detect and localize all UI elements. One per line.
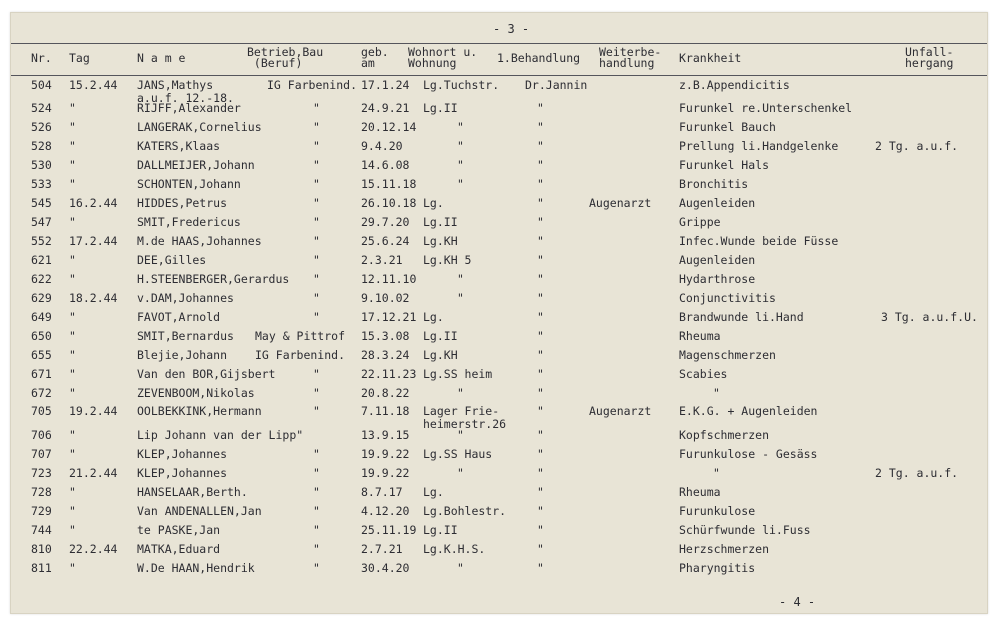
cell-tag: " bbox=[69, 310, 76, 324]
table-row bbox=[11, 273, 987, 291]
cell-nr: 655 bbox=[31, 348, 52, 362]
cell-betrieb: May & Pittrof bbox=[255, 329, 346, 343]
cell-geb: 2.3.21 bbox=[361, 253, 403, 267]
cell-name: HIDDES,Petrus bbox=[137, 196, 228, 210]
cell-betrieb: " bbox=[313, 310, 320, 324]
cell-krankheit: Furunkel re.Unterschenkel bbox=[679, 101, 853, 115]
table-row bbox=[11, 78, 987, 105]
cell-behandlung: " bbox=[537, 466, 544, 480]
page-number-bottom: - 4 - bbox=[779, 595, 816, 609]
cell-geb: 2.7.21 bbox=[361, 542, 403, 556]
cell-geb: 14.6.08 bbox=[361, 158, 410, 172]
cell-wohnort: Lg.II bbox=[423, 101, 458, 115]
cell-geb: 28.3.24 bbox=[361, 348, 410, 362]
cell-geb: 15.3.08 bbox=[361, 329, 410, 343]
cell-betrieb: " bbox=[313, 139, 320, 153]
cell-krankheit: Conjunctivitis bbox=[679, 291, 776, 305]
table-row bbox=[11, 543, 987, 561]
cell-krankheit: " bbox=[713, 466, 720, 480]
cell-name: H.STEENBERGER,Gerardus bbox=[137, 272, 290, 286]
cell-betrieb: " bbox=[313, 196, 320, 210]
cell-behandlung: " bbox=[537, 310, 544, 324]
cell-betrieb: " bbox=[313, 504, 320, 518]
cell-nr: 723 bbox=[31, 466, 52, 480]
cell-behandlung: " bbox=[537, 428, 544, 442]
cell-wohnort: Lg. bbox=[423, 310, 444, 324]
cell-krankheit: Magenschmerzen bbox=[679, 348, 776, 362]
cell-geb: 8.7.17 bbox=[361, 485, 403, 499]
cell-krankheit: Schürfwunde li.Fuss bbox=[679, 523, 811, 537]
cell-betrieb: " bbox=[313, 466, 320, 480]
table-row bbox=[11, 197, 987, 215]
cell-tag: " bbox=[69, 447, 76, 461]
cell-krankheit: Brandwunde li.Hand bbox=[679, 310, 804, 324]
cell-betrieb: " bbox=[313, 561, 320, 575]
cell-krankheit: Herzschmerzen bbox=[679, 542, 770, 556]
cell-geb: 19.9.22 bbox=[361, 466, 410, 480]
cell-name: W.De HAAN,Hendrik bbox=[137, 561, 255, 575]
cell-betrieb: " bbox=[313, 234, 320, 248]
cell-weiterbehandlung: Augenarzt bbox=[589, 404, 652, 418]
table-row bbox=[11, 235, 987, 253]
cell-tag: 17.2.44 bbox=[69, 234, 118, 248]
header-rule-bottom bbox=[11, 75, 987, 76]
cell-geb: 9.4.20 bbox=[361, 139, 403, 153]
cell-nr: 533 bbox=[31, 177, 52, 191]
cell-geb: 22.11.23 bbox=[361, 367, 417, 381]
cell-tag: " bbox=[69, 139, 76, 153]
table-row bbox=[11, 121, 987, 139]
cell-behandlung: " bbox=[537, 485, 544, 499]
header-betrieb: Betrieb,Bau (Beruf) bbox=[247, 45, 324, 70]
cell-nr: 810 bbox=[31, 542, 52, 556]
header-weiterbehandlung: Weiterbe- handlung bbox=[599, 45, 662, 70]
cell-betrieb: " bbox=[313, 386, 320, 400]
cell-nr: 621 bbox=[31, 253, 52, 267]
cell-behandlung: " bbox=[537, 177, 544, 191]
cell-betrieb: " bbox=[313, 523, 320, 537]
cell-betrieb: " bbox=[313, 272, 320, 286]
cell-tag: " bbox=[69, 504, 76, 518]
cell-betrieb: " bbox=[313, 215, 320, 229]
cell-krankheit: Kopfschmerzen bbox=[679, 428, 770, 442]
cell-wohnort: " bbox=[457, 272, 464, 286]
cell-behandlung: " bbox=[537, 348, 544, 362]
cell-geb: 17.12.21 bbox=[361, 310, 417, 324]
cell-betrieb: " bbox=[313, 404, 320, 418]
table-row bbox=[11, 349, 987, 367]
header-geb: geb. am bbox=[361, 45, 389, 70]
cell-nr: 707 bbox=[31, 447, 52, 461]
cell-wohnort: Lg.K.H.S. bbox=[423, 542, 486, 556]
cell-geb: 24.9.21 bbox=[361, 101, 410, 115]
table-row bbox=[11, 216, 987, 234]
cell-weiterbehandlung: Augenarzt bbox=[589, 196, 652, 210]
cell-nr: 552 bbox=[31, 234, 52, 248]
cell-nr: 504 bbox=[31, 78, 52, 92]
cell-tag: 21.2.44 bbox=[69, 466, 118, 480]
cell-name: SMIT,Fredericus bbox=[137, 215, 241, 229]
cell-geb: 13.9.15 bbox=[361, 428, 410, 442]
cell-betrieb: " bbox=[313, 485, 320, 499]
cell-behandlung: " bbox=[537, 504, 544, 518]
cell-behandlung: " bbox=[537, 101, 544, 115]
cell-krankheit: Furunkel Hals bbox=[679, 158, 770, 172]
table-row bbox=[11, 448, 987, 466]
cell-krankheit: Hydarthrose bbox=[679, 272, 756, 286]
cell-wohnort: Lg.KH 5 bbox=[423, 253, 472, 267]
cell-nr: 705 bbox=[31, 404, 52, 418]
cell-name: HANSELAAR,Berth. bbox=[137, 485, 248, 499]
cell-betrieb: " bbox=[313, 542, 320, 556]
cell-krankheit: Infec.Wunde beide Füsse bbox=[679, 234, 839, 248]
cell-name: v.DAM,Johannes bbox=[137, 291, 234, 305]
cell-wohnort: Lg. bbox=[423, 196, 444, 210]
cell-wohnort: " bbox=[457, 120, 464, 134]
cell-name: FAVOT,Arnold bbox=[137, 310, 221, 324]
cell-wohnort: " bbox=[457, 139, 464, 153]
cell-krankheit: Scabies bbox=[679, 367, 728, 381]
cell-wohnort: " bbox=[457, 466, 464, 480]
cell-betrieb: " bbox=[313, 177, 320, 191]
cell-behandlung: " bbox=[537, 561, 544, 575]
table-row bbox=[11, 562, 987, 580]
cell-behandlung: " bbox=[537, 120, 544, 134]
cell-tag: " bbox=[69, 272, 76, 286]
cell-wohnort: Lg.II bbox=[423, 215, 458, 229]
cell-geb: 4.12.20 bbox=[361, 504, 410, 518]
cell-behandlung: " bbox=[537, 272, 544, 286]
cell-nr: 530 bbox=[31, 158, 52, 172]
cell-geb: 19.9.22 bbox=[361, 447, 410, 461]
table-row bbox=[11, 505, 987, 523]
cell-tag: " bbox=[69, 177, 76, 191]
cell-wohnort: " bbox=[457, 428, 464, 442]
cell-unfall: 3 Tg. a.u.f.U. bbox=[881, 310, 978, 324]
cell-name: JANS,Mathys a.u.f. 12.-18. bbox=[137, 78, 234, 105]
cell-wohnort: Lg.II bbox=[423, 329, 458, 343]
header-rule-top bbox=[11, 43, 987, 44]
cell-name: MATKA,Eduard bbox=[137, 542, 221, 556]
cell-krankheit: Augenleiden bbox=[679, 196, 756, 210]
table-row bbox=[11, 429, 987, 447]
cell-krankheit: Rheuma bbox=[679, 329, 721, 343]
table-row bbox=[11, 404, 987, 431]
cell-tag: 16.2.44 bbox=[69, 196, 118, 210]
cell-betrieb: IG Farbenind. bbox=[267, 78, 358, 92]
table-row bbox=[11, 387, 987, 405]
cell-wohnort: " bbox=[457, 561, 464, 575]
cell-wohnort: Lg.SS heim bbox=[423, 367, 493, 381]
cell-name: OOLBEKKINK,Hermann bbox=[137, 404, 262, 418]
cell-nr: 528 bbox=[31, 139, 52, 153]
table-row bbox=[11, 486, 987, 504]
cell-geb: 29.7.20 bbox=[361, 215, 410, 229]
cell-wohnort: Lg.Bohlestr. bbox=[423, 504, 507, 518]
cell-behandlung: " bbox=[537, 542, 544, 556]
cell-geb: 15.11.18 bbox=[361, 177, 417, 191]
cell-geb: 25.6.24 bbox=[361, 234, 410, 248]
header-nr: Nr. bbox=[31, 51, 52, 65]
cell-krankheit: Bronchitis bbox=[679, 177, 749, 191]
cell-nr: 706 bbox=[31, 428, 52, 442]
cell-name: Van den BOR,Gijsbert bbox=[137, 367, 276, 381]
cell-behandlung: " bbox=[537, 404, 544, 418]
table-row bbox=[11, 330, 987, 348]
cell-tag: " bbox=[69, 101, 76, 115]
cell-behandlung: " bbox=[537, 386, 544, 400]
cell-name: KLEP,Johannes bbox=[137, 447, 228, 461]
cell-behandlung: " bbox=[537, 139, 544, 153]
cell-tag: " bbox=[69, 253, 76, 267]
cell-nr: 622 bbox=[31, 272, 52, 286]
cell-krankheit: Furunkulose bbox=[679, 504, 756, 518]
cell-krankheit: z.B.Appendicitis bbox=[679, 78, 790, 92]
table-row bbox=[11, 159, 987, 177]
cell-geb: 7.11.18 bbox=[361, 404, 410, 418]
cell-tag: " bbox=[69, 215, 76, 229]
cell-nr: 526 bbox=[31, 120, 52, 134]
cell-behandlung: " bbox=[537, 523, 544, 537]
cell-betrieb: " bbox=[313, 101, 320, 115]
header-wohnort: Wohnort u. Wohnung bbox=[408, 45, 478, 70]
cell-name: Lip Johann van der Lipp" bbox=[137, 428, 304, 442]
cell-behandlung: Dr.Jannin bbox=[525, 78, 588, 92]
cell-betrieb: " bbox=[313, 120, 320, 134]
cell-krankheit: E.K.G. + Augenleiden bbox=[679, 404, 818, 418]
cell-tag: " bbox=[69, 428, 76, 442]
cell-behandlung: " bbox=[537, 329, 544, 343]
header-behandlung: 1.Behandlung bbox=[497, 51, 581, 65]
cell-geb: 9.10.02 bbox=[361, 291, 410, 305]
table-row bbox=[11, 467, 987, 485]
cell-wohnort: " bbox=[457, 158, 464, 172]
cell-behandlung: " bbox=[537, 158, 544, 172]
cell-geb: 17.1.24 bbox=[361, 78, 410, 92]
cell-name: KLEP,Johannes bbox=[137, 466, 228, 480]
cell-wohnort: " bbox=[457, 177, 464, 191]
cell-wohnort: Lg.KH bbox=[423, 234, 458, 248]
cell-name: Blejie,Johann bbox=[137, 348, 228, 362]
table-row bbox=[11, 311, 987, 329]
header-krankheit: Krankheit bbox=[679, 51, 742, 65]
cell-betrieb: " bbox=[313, 447, 320, 461]
cell-krankheit: Pharyngitis bbox=[679, 561, 756, 575]
cell-geb: 26.10.18 bbox=[361, 196, 417, 210]
cell-nr: 629 bbox=[31, 291, 52, 305]
cell-tag: 18.2.44 bbox=[69, 291, 118, 305]
cell-tag: " bbox=[69, 523, 76, 537]
cell-name: te PASKE,Jan bbox=[137, 523, 221, 537]
cell-nr: 728 bbox=[31, 485, 52, 499]
cell-nr: 811 bbox=[31, 561, 52, 575]
cell-nr: 744 bbox=[31, 523, 52, 537]
cell-tag: " bbox=[69, 367, 76, 381]
page-number-top: - 3 - bbox=[493, 22, 530, 36]
cell-tag: 22.2.44 bbox=[69, 542, 118, 556]
cell-betrieb: " bbox=[313, 253, 320, 267]
document-page bbox=[10, 12, 988, 614]
cell-betrieb: " bbox=[313, 158, 320, 172]
cell-nr: 650 bbox=[31, 329, 52, 343]
table-row bbox=[11, 292, 987, 310]
cell-geb: 25.11.19 bbox=[361, 523, 417, 537]
cell-name: DEE,Gilles bbox=[137, 253, 207, 267]
cell-behandlung: " bbox=[537, 253, 544, 267]
cell-krankheit: Furunkulose - Gesäss bbox=[679, 447, 818, 461]
cell-tag: 19.2.44 bbox=[69, 404, 118, 418]
cell-name: M.de HAAS,Johannes bbox=[137, 234, 262, 248]
header-unfall: Unfall- hergang bbox=[905, 45, 954, 70]
cell-behandlung: " bbox=[537, 215, 544, 229]
cell-name: DALLMEIJER,Johann bbox=[137, 158, 255, 172]
cell-wohnort: " bbox=[457, 386, 464, 400]
cell-krankheit: " bbox=[713, 386, 720, 400]
cell-geb: 30.4.20 bbox=[361, 561, 410, 575]
cell-name: ZEVENBOOM,Nikolas bbox=[137, 386, 255, 400]
table-row bbox=[11, 178, 987, 196]
cell-name: KATERS,Klaas bbox=[137, 139, 221, 153]
cell-name: SCHONTEN,Johann bbox=[137, 177, 241, 191]
cell-betrieb: IG Farbenind. bbox=[255, 348, 346, 362]
cell-nr: 671 bbox=[31, 367, 52, 381]
cell-tag: " bbox=[69, 158, 76, 172]
cell-behandlung: " bbox=[537, 447, 544, 461]
cell-nr: 545 bbox=[31, 196, 52, 210]
cell-geb: 20.8.22 bbox=[361, 386, 410, 400]
cell-wohnort: Lg.Tuchstr. bbox=[423, 78, 500, 92]
cell-betrieb: " bbox=[313, 367, 320, 381]
cell-wohnort: Lg.SS Haus bbox=[423, 447, 493, 461]
cell-betrieb: " bbox=[313, 291, 320, 305]
cell-geb: 20.12.14 bbox=[361, 120, 417, 134]
cell-nr: 547 bbox=[31, 215, 52, 229]
cell-krankheit: Rheuma bbox=[679, 485, 721, 499]
cell-tag: " bbox=[69, 485, 76, 499]
cell-unfall: 2 Tg. a.u.f. bbox=[875, 139, 959, 153]
cell-tag: " bbox=[69, 120, 76, 134]
cell-krankheit: Augenleiden bbox=[679, 253, 756, 267]
cell-krankheit: Furunkel Bauch bbox=[679, 120, 776, 134]
table-row bbox=[11, 368, 987, 386]
cell-nr: 672 bbox=[31, 386, 52, 400]
cell-name: RIJFF,Alexander bbox=[137, 101, 241, 115]
cell-wohnort: Lg.KH bbox=[423, 348, 458, 362]
cell-name: SMIT,Bernardus bbox=[137, 329, 234, 343]
cell-tag: " bbox=[69, 329, 76, 343]
cell-tag: " bbox=[69, 386, 76, 400]
cell-behandlung: " bbox=[537, 196, 544, 210]
table-row bbox=[11, 140, 987, 158]
header-name: N a m e bbox=[137, 51, 186, 65]
cell-nr: 649 bbox=[31, 310, 52, 324]
cell-behandlung: " bbox=[537, 367, 544, 381]
cell-nr: 524 bbox=[31, 101, 52, 115]
cell-behandlung: " bbox=[537, 291, 544, 305]
cell-wohnort: Lg.II bbox=[423, 523, 458, 537]
cell-name: Van ANDENALLEN,Jan bbox=[137, 504, 262, 518]
cell-nr: 729 bbox=[31, 504, 52, 518]
cell-wohnort: Lg. bbox=[423, 485, 444, 499]
cell-wohnort: Lager Frie- heimerstr.26 bbox=[423, 404, 507, 431]
table-row bbox=[11, 254, 987, 272]
cell-tag: " bbox=[69, 348, 76, 362]
table-row bbox=[11, 524, 987, 542]
cell-krankheit: Prellung li.Handgelenke bbox=[679, 139, 839, 153]
cell-tag: " bbox=[69, 561, 76, 575]
cell-name: LANGERAK,Cornelius bbox=[137, 120, 262, 134]
cell-behandlung: " bbox=[537, 234, 544, 248]
cell-wohnort: " bbox=[457, 291, 464, 305]
cell-krankheit: Grippe bbox=[679, 215, 721, 229]
table-row bbox=[11, 102, 987, 120]
cell-tag: 15.2.44 bbox=[69, 78, 118, 92]
cell-geb: 12.11.10 bbox=[361, 272, 417, 286]
cell-unfall: 2 Tg. a.u.f. bbox=[875, 466, 959, 480]
header-tag: Tag bbox=[69, 51, 90, 65]
